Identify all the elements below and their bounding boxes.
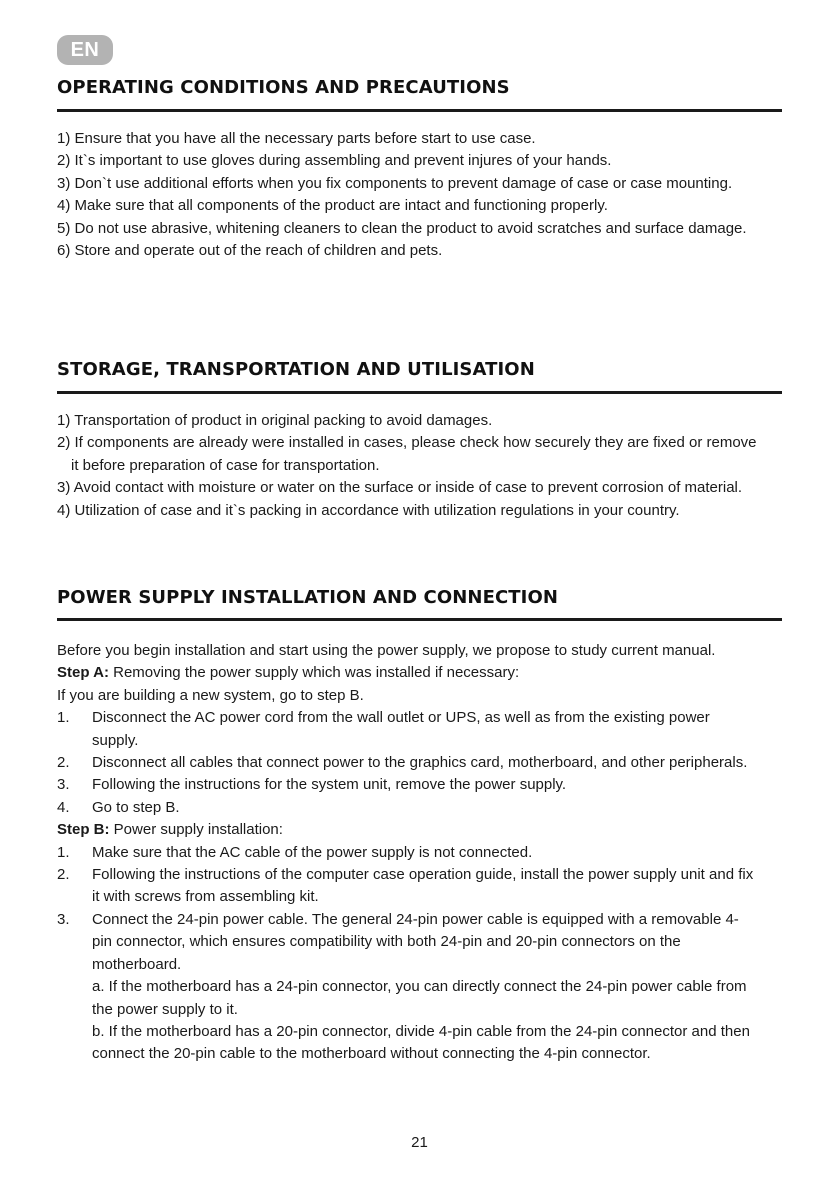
list-item: 4) Utilization of case and it`s packing in accordance with utilization regulations in your country.	[57, 501, 680, 519]
item-text: Following the instructions of the computer case operation guide, install the power supply unit and fix it with screws from assembling kit.	[92, 866, 754, 906]
sub-item-b: b. If the motherboard has a 20-pin connector, divide 4-pin cable from the 24-pin connector and then connect the 20-pin cable to the motherboard without connecting the 4-pin connector.	[92, 1022, 750, 1063]
storage-list	[57, 410, 787, 522]
item-text: Connect the 24-pin power cable. The general 24-pin power cable is equipped with a removable 4-pin connector, which ensures compatibility with both 24-pin and 20-pin connectors on the motherboard.	[92, 910, 739, 973]
item-text: Disconnect all cables that connect power to the graphics card, motherboard, and other peripherals.	[92, 754, 748, 772]
item-number: 1.	[57, 709, 70, 727]
list-item	[57, 842, 787, 864]
step-a-line	[57, 662, 787, 684]
section-divider	[57, 109, 782, 112]
item-text: Disconnect the AC power cord from the wall outlet or UPS, as well as from the existing power supply.	[92, 709, 710, 749]
step-b-line	[57, 819, 787, 841]
page-number: 21	[411, 1134, 428, 1151]
storage-heading: STORAGE, TRANSPORTATION AND UTILISATION	[57, 359, 535, 380]
item-number: 2.	[57, 866, 70, 884]
list-item: 4) Make sure that all components of the product are intact and functioning properly.	[57, 197, 608, 215]
power-heading: POWER SUPPLY INSTALLATION AND CONNECTION	[57, 587, 559, 608]
operating-heading: OPERATING CONDITIONS AND PRECAUTIONS	[57, 77, 510, 98]
item-text: Make sure that the AC cable of the power supply is not connected.	[92, 843, 533, 861]
item-number: 1.	[57, 843, 70, 861]
item-number: 3.	[57, 910, 70, 928]
list-item: 2) It`s important to use gloves during assembling and prevent injures of your hands.	[57, 152, 612, 170]
step-a-label: Step A:	[57, 664, 109, 682]
operating-list	[57, 128, 787, 262]
section-divider	[57, 391, 782, 394]
sub-item-a: a. If the motherboard has a 24-pin connector, you can directly connect the 24-pin power cable from the power supply to it.	[92, 978, 747, 1018]
list-item: 1) Ensure that you have all the necessary parts before start to use case.	[57, 130, 536, 147]
list-item	[57, 909, 787, 1066]
section-divider	[57, 618, 782, 621]
list-item: 2) If components are already were installed in cases, please check how securely they are fixed or remove it before preparation of case for transportation.	[57, 434, 757, 474]
list-item	[57, 774, 787, 796]
list-item: 1) Transportation of product in original packing to avoid damages.	[57, 412, 493, 429]
step-b-label: Step B:	[57, 821, 110, 839]
item-number: 2.	[57, 754, 70, 772]
power-content	[57, 640, 787, 1066]
item-number: 4.	[57, 798, 70, 816]
item-number: 3.	[57, 776, 70, 794]
list-item	[57, 797, 787, 819]
list-item: 3) Don`t use additional efforts when you fix components to prevent damage of case or case mounting.	[57, 174, 733, 192]
intro-text: Before you begin installation and start using the power supply, we propose to study current manual.	[57, 642, 716, 659]
list-item	[57, 752, 787, 774]
step-a-note: If you are building a new system, go to step B.	[57, 686, 364, 704]
list-item: 5) Do not use abrasive, whitening cleaners to clean the product to avoid scratches and surface damage.	[57, 219, 747, 237]
list-item: 6) Store and operate out of the reach of children and pets.	[57, 242, 443, 260]
list-item	[57, 864, 787, 909]
list-item	[57, 707, 787, 752]
item-text: Go to step B.	[92, 798, 180, 816]
step-b-text: Power supply installation:	[109, 821, 283, 839]
item-body	[92, 909, 757, 1066]
list-item: 3) Avoid contact with moisture or water on the surface or inside of case to prevent corrosion of material.	[57, 479, 743, 497]
language-badge: EN	[57, 35, 113, 65]
item-text: Following the instructions for the system unit, remove the power supply.	[92, 776, 567, 794]
step-a-text: Removing the power supply which was installed if necessary:	[108, 664, 520, 682]
